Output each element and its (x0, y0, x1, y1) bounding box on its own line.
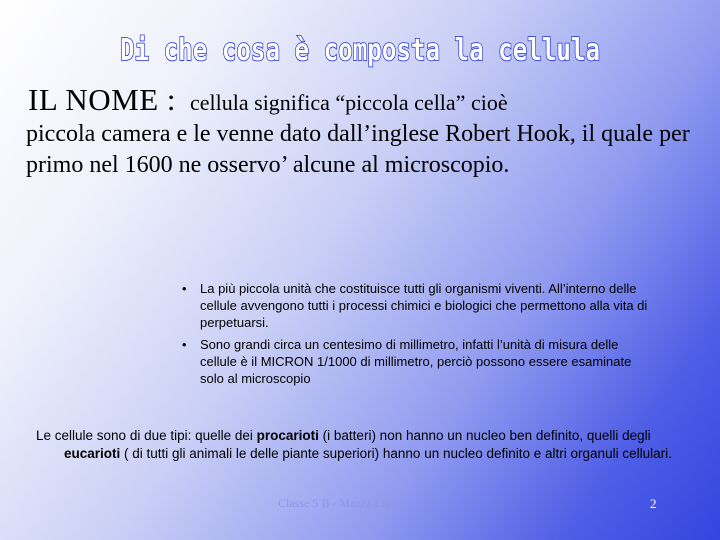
intro-paragraph (26, 84, 706, 181)
list-item (182, 280, 652, 331)
bullet-icon: • (182, 281, 187, 296)
intro-label: IL NOME : (28, 82, 176, 117)
cell-types-text: ( di tutti gli animali le delle piante superiori) hanno un nucleo definito e altri organuli cellulari. (120, 446, 672, 461)
bullet-text: La più piccola unità che costituisce tutti gli organismi viventi. All’interno delle cellule avvengono tutti i processi chimici e biologici che permettono alla vita di perpetuarsi. (200, 281, 648, 330)
list-item (182, 336, 652, 387)
slide-title-text: Di che cosa è composta la cellula (120, 33, 600, 68)
bullet-text: Sono grandi circa un centesimo di millimetro, infatti l’unità di misura delle cellule è il MICRON 1/1000 di millimetro, perciò possono essere esaminate solo al microscopio (200, 337, 632, 386)
eucarioti-term: eucarioti (64, 446, 121, 461)
intro-first-line: cellula significa “piccola cella” cioè (190, 90, 508, 115)
bullet-list (182, 280, 652, 392)
slide-title (110, 22, 610, 72)
bullet-icon: • (182, 337, 187, 352)
procarioti-term: procarioti (256, 428, 319, 443)
intro-rest: piccola camera e le venne dato dall’inglese Robert Hook, il quale per primo nel 1600 ne osservo’ alcune al microscopio. (26, 121, 690, 178)
slide-footer: Classe 5 B - Mazza Enrico (278, 496, 407, 510)
page-number: 2 (650, 496, 657, 511)
cell-types-text: Le cellule sono di due tipi: quelle dei (36, 428, 257, 443)
cell-types-text: (i batteri) non hanno un nucleo ben definito, quelli degli (318, 428, 651, 443)
cell-types-paragraph (36, 427, 676, 463)
